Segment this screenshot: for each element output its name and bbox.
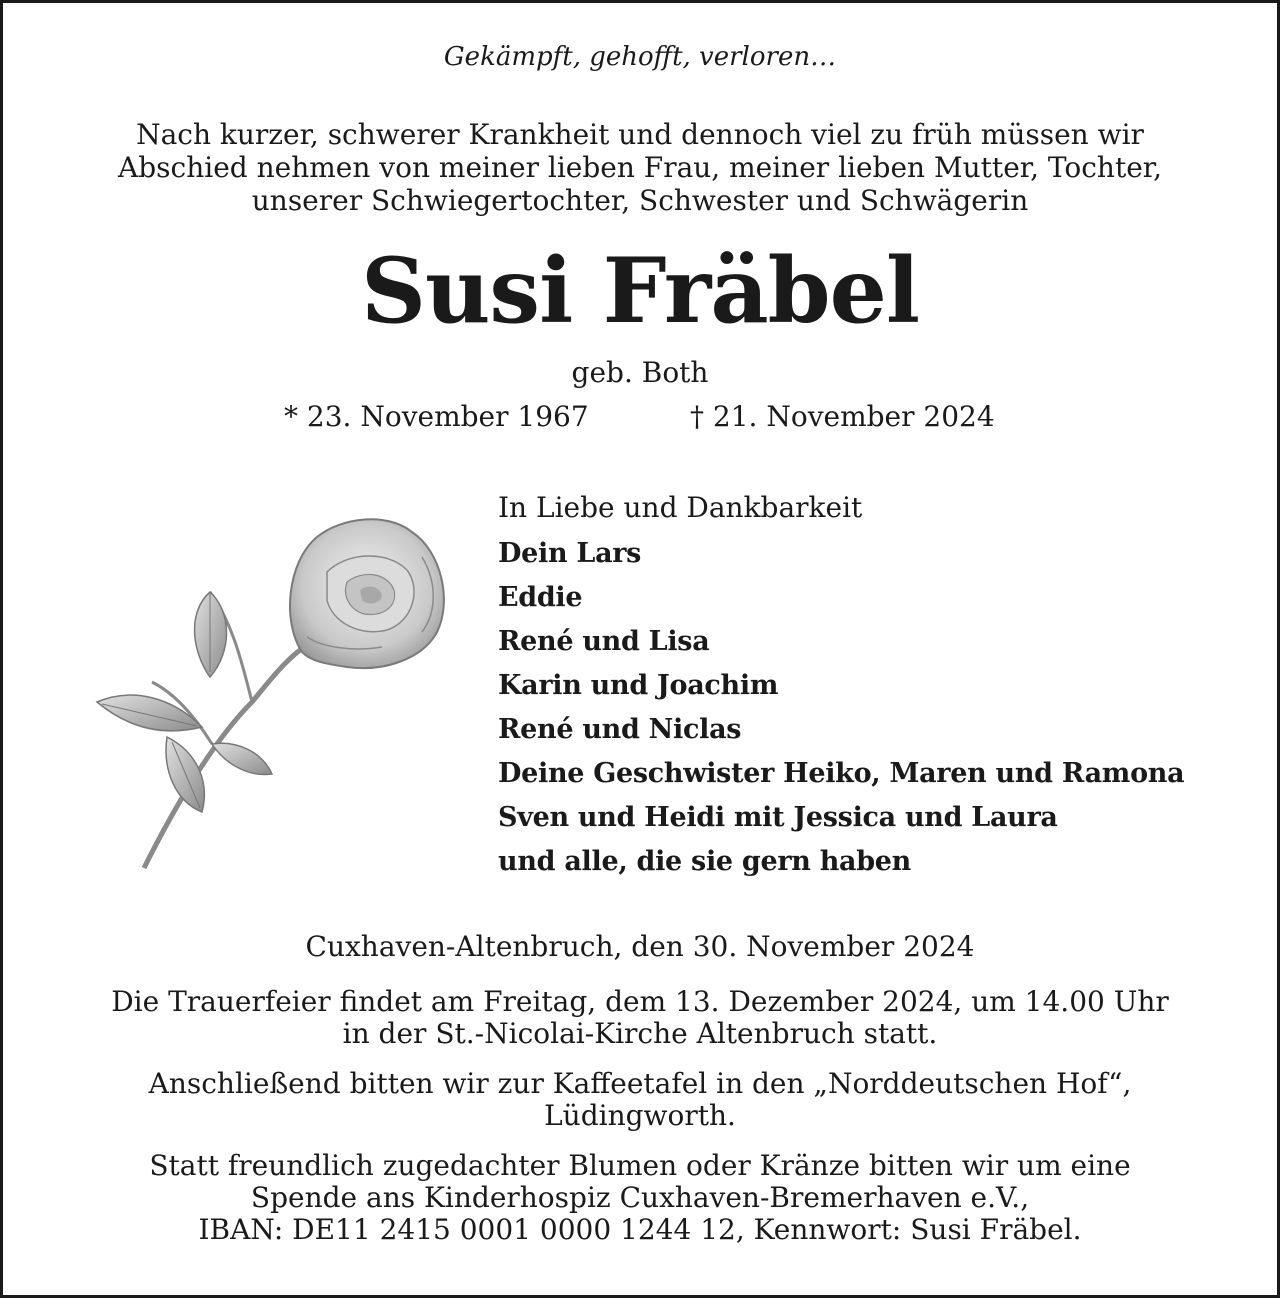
deceased-name: Susi Fräbel bbox=[360, 238, 920, 344]
mourner-name: René und Lisa bbox=[498, 626, 710, 657]
death-date: † 21. November 2024 bbox=[690, 400, 995, 433]
birth-name: geb. Both bbox=[571, 356, 709, 389]
mourner-name: René und Niclas bbox=[498, 714, 742, 745]
birth-date: * 23. November 1967 bbox=[284, 400, 589, 433]
funeral-line: in der St.-Nicolai-Kirche Altenbruch statt. bbox=[342, 1017, 938, 1050]
funeral-info bbox=[0, 986, 1280, 1050]
donation-line: Statt freundlich zugedachter Blumen oder Kränze bitten wir um eine bbox=[149, 1149, 1131, 1182]
intro-line: Abschied nehmen von meiner lieben Frau, meiner lieben Mutter, Tochter, bbox=[118, 151, 1162, 184]
mourners-lead: In Liebe und Dankbarkeit bbox=[498, 491, 863, 524]
mourner-name: Eddie bbox=[498, 582, 583, 613]
intro-line: Nach kurzer, schwerer Krankheit und dennoch viel zu früh müssen wir bbox=[136, 118, 1144, 151]
mourner-name: und alle, die sie gern haben bbox=[498, 846, 912, 877]
mourners-list bbox=[498, 488, 1238, 884]
coffee-info bbox=[0, 1068, 1280, 1132]
donation-line: Spende ans Kinderhospiz Cuxhaven-Bremerhaven e.V., bbox=[250, 1181, 1030, 1214]
coffee-line: Anschließend bitten wir zur Kaffeetafel in den „Norddeutschen Hof“, bbox=[148, 1067, 1132, 1100]
mourner-name: Dein Lars bbox=[498, 538, 642, 569]
rose-icon bbox=[92, 512, 462, 882]
mourner-name: Deine Geschwister Heiko, Maren und Ramona bbox=[498, 758, 1185, 789]
intro-line: unserer Schwiegertochter, Schwester und Schwägerin bbox=[251, 184, 1029, 217]
mourner-name: Karin und Joachim bbox=[498, 670, 779, 701]
place-date: Cuxhaven-Altenbruch, den 30. November 2024 bbox=[305, 930, 975, 963]
coffee-line: Lüdingworth. bbox=[544, 1099, 736, 1132]
donation-info bbox=[0, 1150, 1280, 1246]
intro-text bbox=[0, 118, 1280, 217]
motto: Gekämpft, gehofft, verloren… bbox=[443, 42, 837, 72]
mourner-name: Sven und Heidi mit Jessica und Laura bbox=[498, 802, 1058, 833]
funeral-line: Die Trauerfeier findet am Freitag, dem 13. Dezember 2024, um 14.00 Uhr bbox=[111, 985, 1169, 1018]
donation-line: IBAN: DE11 2415 0001 0000 1244 12, Kennwort: Susi Fräbel. bbox=[198, 1213, 1082, 1246]
